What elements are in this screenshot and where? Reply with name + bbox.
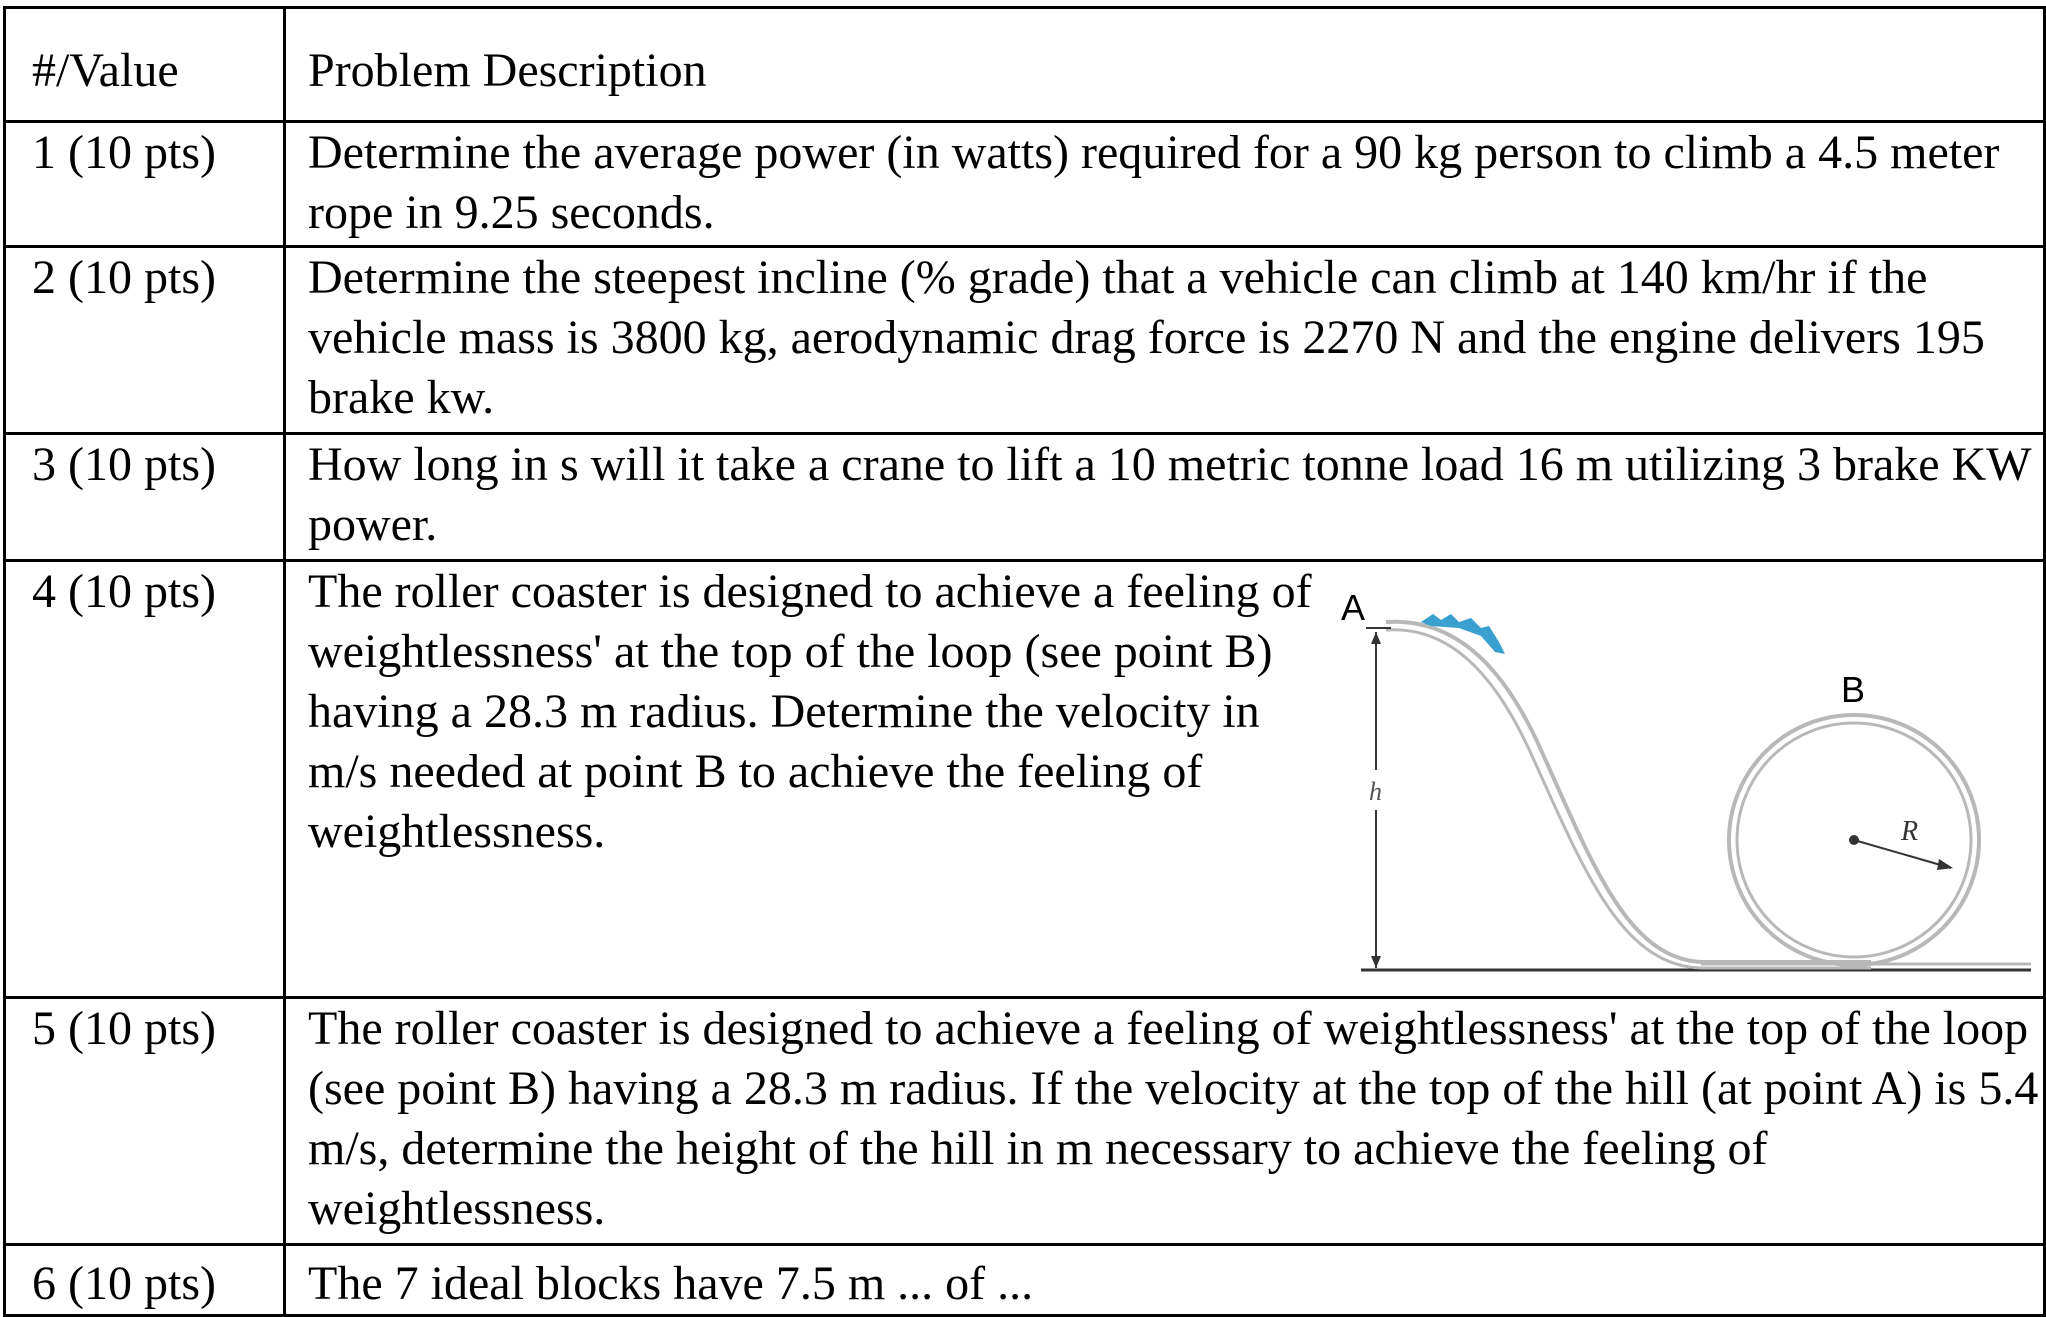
table-row <box>5 434 2045 561</box>
table-row <box>5 122 2045 247</box>
problem-number-clipped: 6 (10 pts) <box>32 1257 216 1310</box>
problem-description-clipped: The 7 ideal blocks have 7.5 m ... of ... <box>308 1257 1034 1310</box>
problem-description: How long in s will it take a crane to lift a 10 metric tonne load 16 m utilizing 3 brake KW power. <box>285 434 2045 561</box>
problem-description: Determine the steepest incline (% grade) that a vehicle can climb at 140 km/hr if the vehicle mass is 3800 kg, aerodynamic drag force is 2270 N and the engine delivers 195 brake kw. <box>285 247 2045 434</box>
problem-description <box>285 1245 2045 1316</box>
header-value-cell: #/Value <box>5 8 285 122</box>
table-row <box>5 998 2045 1245</box>
height-arrow-top <box>1371 632 1381 644</box>
problem-number: 5 (10 pts) <box>5 998 285 1245</box>
problem-number: 2 (10 pts) <box>5 247 285 434</box>
problem-number: 4 (10 pts) <box>5 561 285 998</box>
roller-coaster-diagram <box>1341 570 2041 994</box>
height-label: h <box>1369 777 1382 806</box>
problem-description: The roller coaster is designed to achieve a feeling of weightlessness' at the top of the loop (see point B) having a 28.3 m radius. If the velocity at the top of the hill (at point A) is 5.4 m/s, determine the height of the hill in m necessary to achieve the feeling of weightlessness. <box>285 998 2045 1245</box>
problem-description: Determine the average power (in watts) required for a 90 kg person to climb a 4.5 meter rope in 9.25 seconds. <box>285 122 2045 247</box>
problem-description: The roller coaster is designed to achieve a feeling of weightlessness' at the top of the loop (see point B) having a 28.3 m radius. Determine the velocity in m/s needed at point B to achieve the feeling of weightlessness. <box>308 565 1312 858</box>
table-row <box>5 1245 2045 1316</box>
problem-number: 3 (10 pts) <box>5 434 285 561</box>
coaster-cars <box>1421 614 1505 654</box>
problem-description-with-figure <box>285 561 2045 998</box>
table-header-row <box>5 8 2045 122</box>
table-row <box>5 561 2045 998</box>
point-a-label: A <box>1341 587 1366 628</box>
problem-number <box>5 1245 285 1316</box>
point-b-label: B <box>1841 669 1866 710</box>
coaster-track-outer <box>1386 622 1871 962</box>
table-row <box>5 247 2045 434</box>
header-description-cell: Problem Description <box>285 8 2045 122</box>
height-arrow-bottom <box>1371 956 1381 968</box>
problem-number: 1 (10 pts) <box>5 122 285 247</box>
problems-table <box>3 6 2046 1317</box>
radius-label: R <box>1901 816 1919 847</box>
